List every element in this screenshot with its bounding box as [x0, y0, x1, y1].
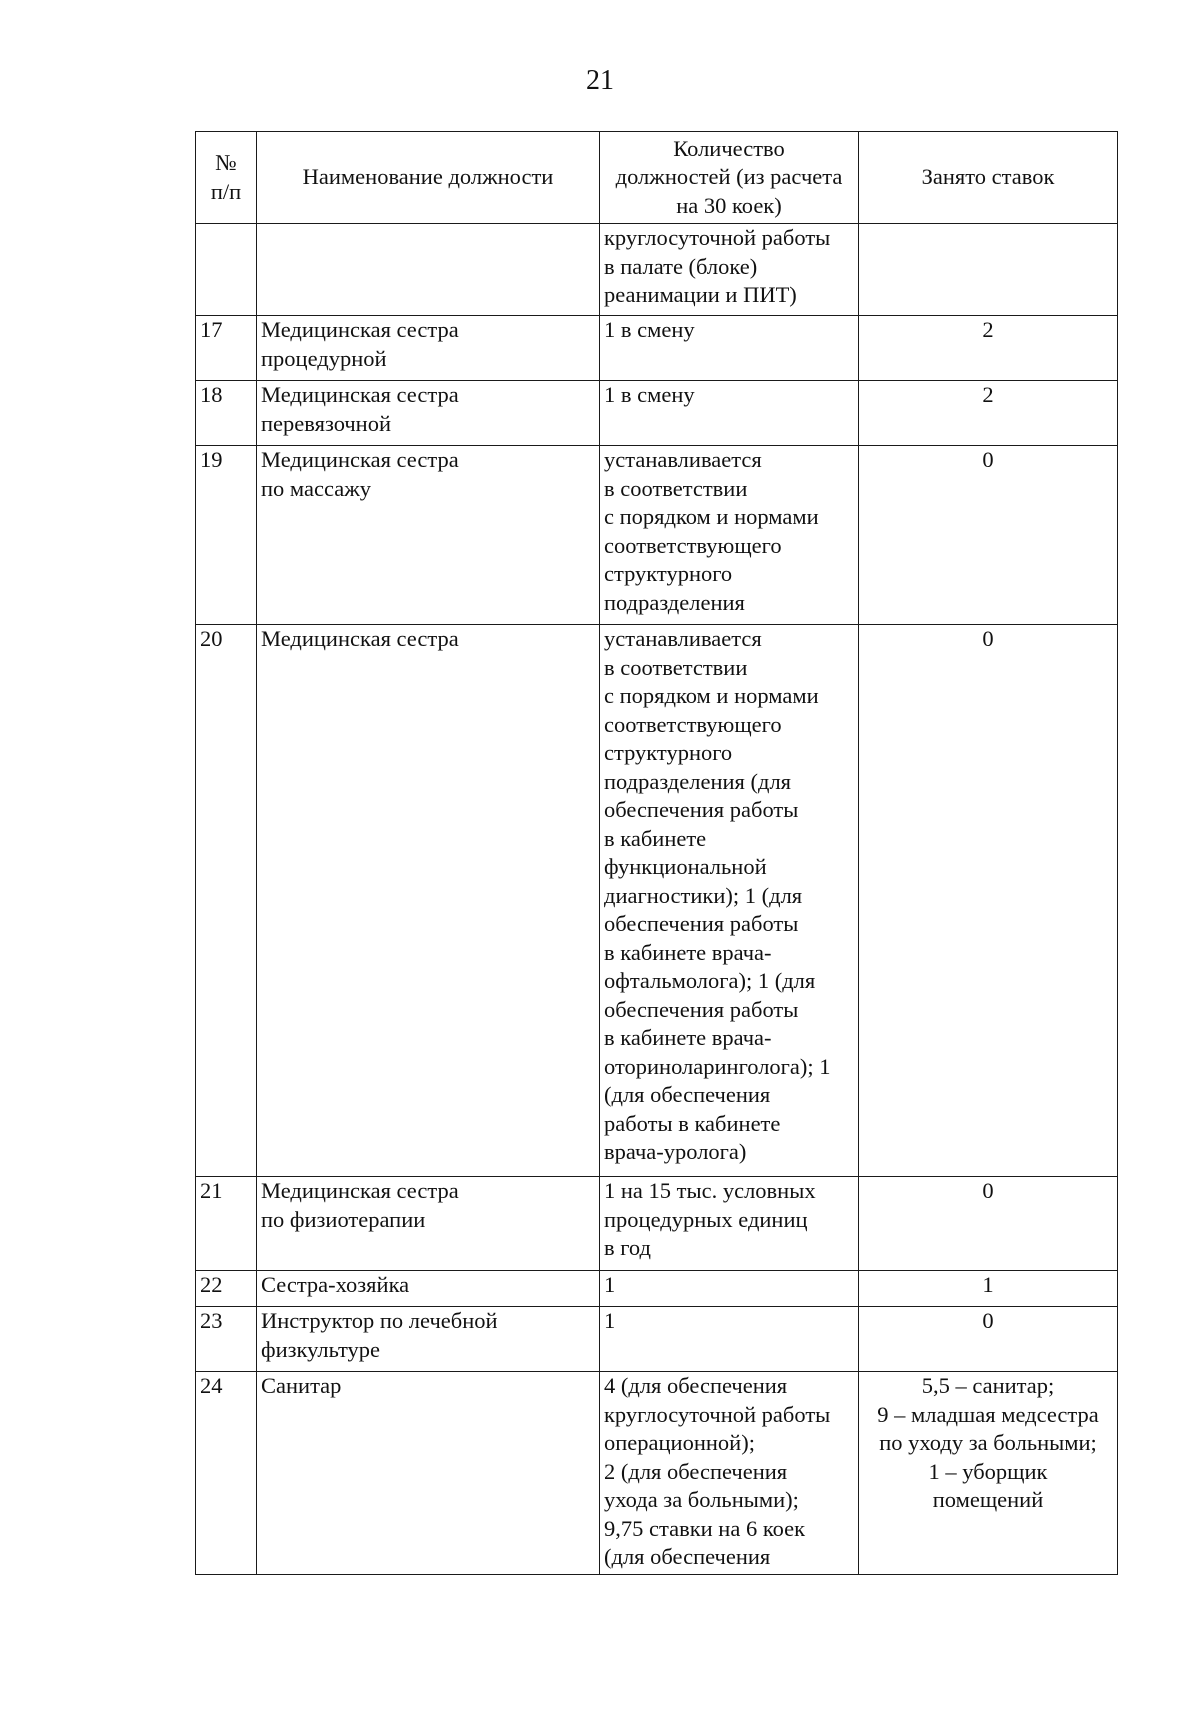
qty-line: врача-уролога): [604, 1139, 747, 1164]
cell-num: 23: [196, 1307, 257, 1372]
name-line: Медицинская сестра: [261, 317, 459, 342]
header-num-line: №: [215, 150, 237, 175]
qty-line: в соответствии: [604, 654, 748, 680]
qty-line: круглосуточной работы: [604, 1401, 831, 1427]
occupied-line: по уходу за больными;: [879, 1430, 1097, 1455]
qty-line: офтальмолога); 1 (для: [604, 968, 816, 993]
cell-occupied: [859, 446, 1118, 625]
qty-line: 1: [604, 1272, 616, 1297]
qty-line: соответствующего: [604, 711, 782, 737]
qty-line: 1 на 15 тыс. условных: [604, 1178, 816, 1203]
qty-line: операционной);: [604, 1430, 755, 1455]
name-line: Сестра-хозяйка: [261, 1272, 410, 1297]
occupied-line: 9 – младшая медсестра: [877, 1401, 1099, 1427]
header-name: [257, 132, 600, 224]
cell-occupied: [859, 1372, 1118, 1575]
occupied-line: 5,5 – санитар;: [921, 1373, 1055, 1398]
cell-name: [257, 1271, 600, 1307]
cell-name: [257, 1372, 600, 1575]
qty-line: ухода за больными);: [604, 1487, 799, 1512]
qty-line: работы в кабинете: [604, 1110, 781, 1136]
qty-line: подразделения (для: [604, 768, 792, 794]
occupied-line: 2: [982, 382, 994, 407]
header-name-text: Наименование должности: [302, 164, 554, 190]
header-qty-line: на 30 коек): [676, 192, 782, 218]
cell-qty: [600, 381, 859, 446]
qty-line: соответствующего: [604, 532, 782, 558]
cell-name: [257, 1177, 600, 1271]
name-line: Медицинская сестра: [261, 447, 459, 472]
qty-line: обеспечения работы: [604, 996, 799, 1022]
occupied-line: 0: [982, 626, 994, 651]
table-row: [196, 1307, 1118, 1372]
cell-name: [257, 1307, 600, 1372]
occupied-line: 0: [982, 1178, 994, 1203]
name-line: Санитар: [261, 1373, 342, 1398]
name-line: по массажу: [261, 475, 372, 501]
cell-qty: [600, 625, 859, 1177]
cell-qty: [600, 1307, 859, 1372]
qty-line: 1: [604, 1308, 616, 1333]
qty-line: структурного: [604, 740, 733, 765]
cell-occupied: [859, 316, 1118, 381]
cell-qty: [600, 224, 859, 316]
occupied-line: 1 – уборщик: [928, 1458, 1048, 1484]
cell-num: 22: [196, 1271, 257, 1307]
qty-line: оториноларинголога); 1: [604, 1053, 831, 1079]
cell-num: 20: [196, 625, 257, 1177]
cell-qty: [600, 1271, 859, 1307]
table-row-continuation: [196, 224, 1118, 316]
cell-qty: [600, 316, 859, 381]
occupied-line: 0: [982, 1308, 994, 1333]
qty-line: (для обеспечения: [604, 1082, 771, 1107]
name-line: Медицинская сестра: [261, 1178, 459, 1203]
qty-line: подразделения: [604, 589, 745, 615]
header-num-line: п/п: [210, 178, 242, 204]
staff-table: [195, 131, 1118, 1575]
table-row: [196, 1177, 1118, 1271]
table-header-row: [196, 132, 1118, 224]
cell-occupied: [859, 625, 1118, 1177]
qty-line: обеспечения работы: [604, 911, 799, 936]
qty-line: устанавливается: [604, 447, 762, 472]
name-line: по физиотерапии: [261, 1206, 426, 1232]
qty-line: 1 в смену: [604, 317, 695, 342]
name-line: перевязочной: [261, 410, 392, 436]
qty-line: в соответствии: [604, 475, 748, 501]
qty-line: устанавливается: [604, 626, 762, 651]
qty-line: в кабинете врача-: [604, 1025, 772, 1050]
name-line: процедурной: [261, 345, 387, 371]
qty-line: диагностики); 1 (для: [604, 882, 803, 908]
cell-occupied: [859, 224, 1118, 316]
cell-num: 21: [196, 1177, 257, 1271]
cell-occupied: [859, 381, 1118, 446]
cell-name: [257, 625, 600, 1177]
qty-line: 9,75 ставки на 6 коек: [604, 1515, 806, 1541]
qty-line: в палате (блоке): [604, 253, 758, 279]
qty-line: обеспечения работы: [604, 797, 799, 822]
cell-qty: [600, 1372, 859, 1575]
header-qty-line: должностей (из расчета: [615, 164, 843, 190]
table-row: [196, 1372, 1118, 1575]
cell-occupied: [859, 1177, 1118, 1271]
table-row: [196, 625, 1118, 1177]
qty-line: реанимации и ПИТ): [604, 282, 797, 307]
name-line: Медицинская сестра: [261, 626, 459, 651]
cell-name: [257, 381, 600, 446]
table-row: [196, 316, 1118, 381]
cell-qty: [600, 446, 859, 625]
qty-line: в кабинете врача-: [604, 939, 772, 965]
header-num: [196, 132, 257, 224]
header-qty: [600, 132, 859, 224]
occupied-line: 0: [982, 447, 994, 472]
table-row: [196, 446, 1118, 625]
occupied-line: помещений: [932, 1487, 1044, 1512]
cell-num: [196, 224, 257, 316]
qty-line: 4 (для обеспечения: [604, 1373, 788, 1398]
occupied-line: 1: [982, 1272, 994, 1297]
cell-name: [257, 316, 600, 381]
name-line: физкультуре: [261, 1336, 381, 1362]
qty-line: с порядком и нормами: [604, 504, 819, 529]
qty-line: 2 (для обеспечения: [604, 1458, 788, 1484]
page-number: 21: [586, 65, 614, 96]
cell-num: 24: [196, 1372, 257, 1575]
qty-line: (для обеспечения: [604, 1544, 771, 1569]
header-qty-line: Количество: [673, 135, 785, 161]
qty-line: структурного: [604, 561, 733, 586]
cell-num: 18: [196, 381, 257, 446]
cell-occupied: [859, 1271, 1118, 1307]
qty-line: процедурных единиц: [604, 1206, 808, 1232]
qty-line: функциональной: [604, 854, 767, 879]
header-occupied-text: Занято ставок: [921, 164, 1055, 190]
qty-line: в год: [604, 1235, 651, 1260]
cell-qty: [600, 1177, 859, 1271]
cell-occupied: [859, 1307, 1118, 1372]
table-row: [196, 1271, 1118, 1307]
cell-name: [257, 446, 600, 625]
qty-line: круглосуточной работы: [604, 225, 831, 250]
header-occupied: [859, 132, 1118, 224]
name-line: Медицинская сестра: [261, 382, 459, 407]
qty-line: в кабинете: [604, 825, 707, 851]
qty-line: с порядком и нормами: [604, 683, 819, 708]
cell-num: 19: [196, 446, 257, 625]
occupied-line: 2: [982, 317, 994, 342]
name-line: Инструктор по лечебной: [261, 1308, 498, 1333]
cell-name: [257, 224, 600, 316]
cell-num: 17: [196, 316, 257, 381]
table-row: [196, 381, 1118, 446]
qty-line: 1 в смену: [604, 382, 695, 407]
